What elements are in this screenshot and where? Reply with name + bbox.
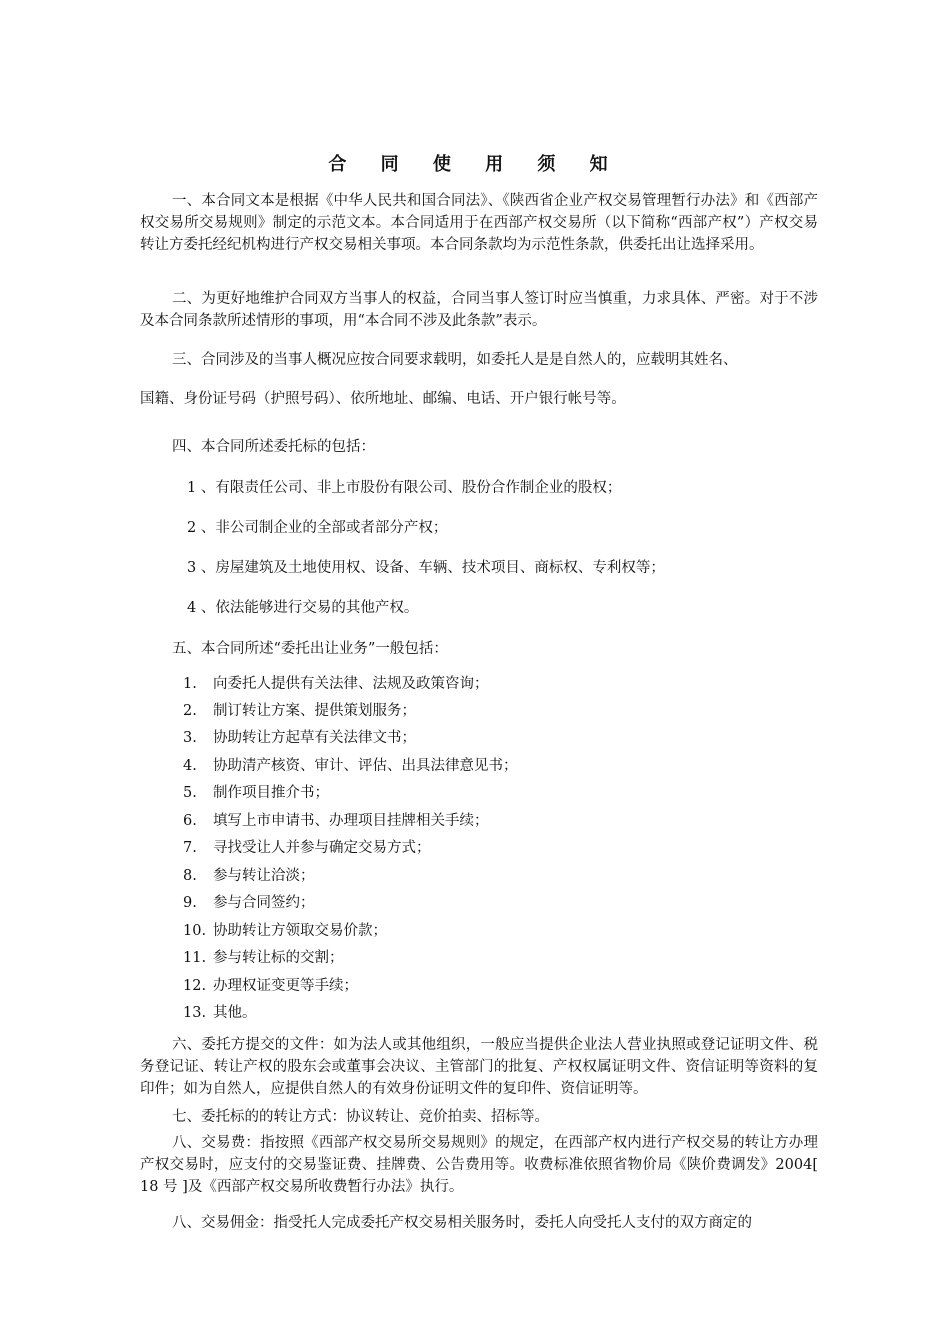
clause-5-item — [183, 810, 489, 832]
item-number: 2. — [183, 703, 197, 719]
clause-5-item — [183, 837, 431, 859]
clause-8: 八、交易费：指按照《西部产权交易所交易规则》的规定，在西部产权内进行产权交易的转让方办理产权交易时，应支付的交易鉴证费、挂牌费、公告费用等。收费标准依照省物价局《陕价费调发》2004[ 18 号 ]及《西部产权交易所收费暂行办法》执行。 — [140, 1135, 818, 1195]
item-text: 制订转让方案、提供策划服务； — [213, 703, 416, 719]
page-title: 合 同 使 用 须 知 — [328, 154, 622, 175]
clause-7: 七、委托标的的转让方式：协议转让、竞价拍卖、招标等。 — [172, 1109, 549, 1125]
item-text: 向委托人提供有关法律、法规及政策咨询； — [213, 676, 489, 692]
item-text: 协助转让方起草有关法律文书； — [213, 730, 416, 746]
clause-4-item: 2 、非公司制企业的全部或者部分产权； — [187, 520, 448, 536]
item-text: 协助清产核资、审计、评估、出具法律意见书； — [213, 758, 518, 774]
clause-5-item — [183, 865, 315, 887]
item-text: 其他。 — [213, 1005, 257, 1021]
item-number: 12. — [183, 978, 207, 994]
clause-4-item: 3 、房屋建筑及土地使用权、设备、车辆、技术项目、商标权、专利权等； — [187, 560, 665, 576]
clause-5-item — [183, 755, 518, 777]
clause-4-item: 1 、有限责任公司、非上市股份有限公司、股份合作制企业的股权； — [187, 480, 622, 496]
clause-3-line-2: 国籍、身份证号码（护照号码）、依所地址、邮编、电话、开户银行帐号等。 — [140, 391, 626, 407]
item-text: 协助转让方领取交易价款； — [213, 923, 387, 939]
clause-1: 一、本合同文本是根据《中华人民共和国合同法》、《陕西省企业产权交易管理暂行办法》和《西部产权交易所交易规则》制定的示范文本。本合同适用于在西部产权交易所（以下简称“西部产权”）产权交易转让方委托经纪机构进行产权交易相关事项。本合同条款均为示范性条款，供委托出让选择采用。 — [140, 193, 818, 253]
clause-6: 六、委托方提交的文件：如为法人或其他组织，一般应当提供企业法人营业执照或登记证明文件、税务登记证、转让产权的股东会或董事会决议、主管部门的批复、产权权属证明文件、资信证明等资料的复印件；如为自然人，应提供自然人的有效身份证明文件的复印件、资信证明等。 — [140, 1037, 818, 1097]
clause-4-item: 4 、依法能够进行交易的其他产权。 — [187, 600, 419, 616]
item-number: 4. — [183, 758, 197, 774]
clause-5-item — [183, 673, 489, 695]
item-text: 办理权证变更等手续； — [213, 978, 358, 994]
clause-5-item — [183, 727, 416, 749]
clause-5-heading: 五、本合同所述“委托出让业务”一般包括： — [172, 641, 448, 657]
item-number: 6. — [183, 813, 197, 829]
item-number: 13. — [183, 1005, 207, 1021]
item-number: 7. — [183, 840, 197, 856]
item-text: 参与合同签约； — [213, 895, 315, 911]
item-text: 寻找受让人并参与确定交易方式； — [213, 840, 431, 856]
item-text: 填写上市申请书、办理项目挂牌相关手续； — [213, 813, 489, 829]
clause-5-item — [183, 975, 358, 997]
clause-3-line-1: 三、合同涉及的当事人概况应按合同要求载明，如委托人是是自然人的，应载明其姓名、 — [172, 352, 738, 368]
item-number: 9. — [183, 895, 197, 911]
clause-5-item — [183, 892, 315, 914]
item-number: 11. — [183, 950, 207, 966]
clause-5-item — [183, 920, 387, 942]
item-number: 10. — [183, 923, 207, 939]
item-text: 参与转让洽淡； — [213, 868, 315, 884]
item-number: 3. — [183, 730, 197, 746]
clause-2: 二、为更好地维护合同双方当事人的权益，合同当事人签订时应当慎重，力求具体、严密。对于不涉及本合同条款所述情形的事项，用“本合同不涉及此条款”表示。 — [140, 291, 818, 329]
item-text: 参与转让标的交割； — [213, 950, 344, 966]
item-number: 8. — [183, 868, 197, 884]
clause-5-item — [183, 947, 344, 969]
clause-9: 八、交易佣金：指受托人完成委托产权交易相关服务时，委托人向受托人支付的双方商定的 — [172, 1215, 752, 1231]
clause-5-item — [183, 700, 416, 722]
clause-4-heading: 四、本合同所述委托标的包括： — [172, 439, 375, 455]
clause-5-item — [183, 782, 329, 804]
clause-5-item — [183, 1002, 257, 1024]
item-number: 5. — [183, 785, 197, 801]
item-number: 1. — [183, 676, 197, 692]
item-text: 制作项目推介书； — [213, 785, 329, 801]
